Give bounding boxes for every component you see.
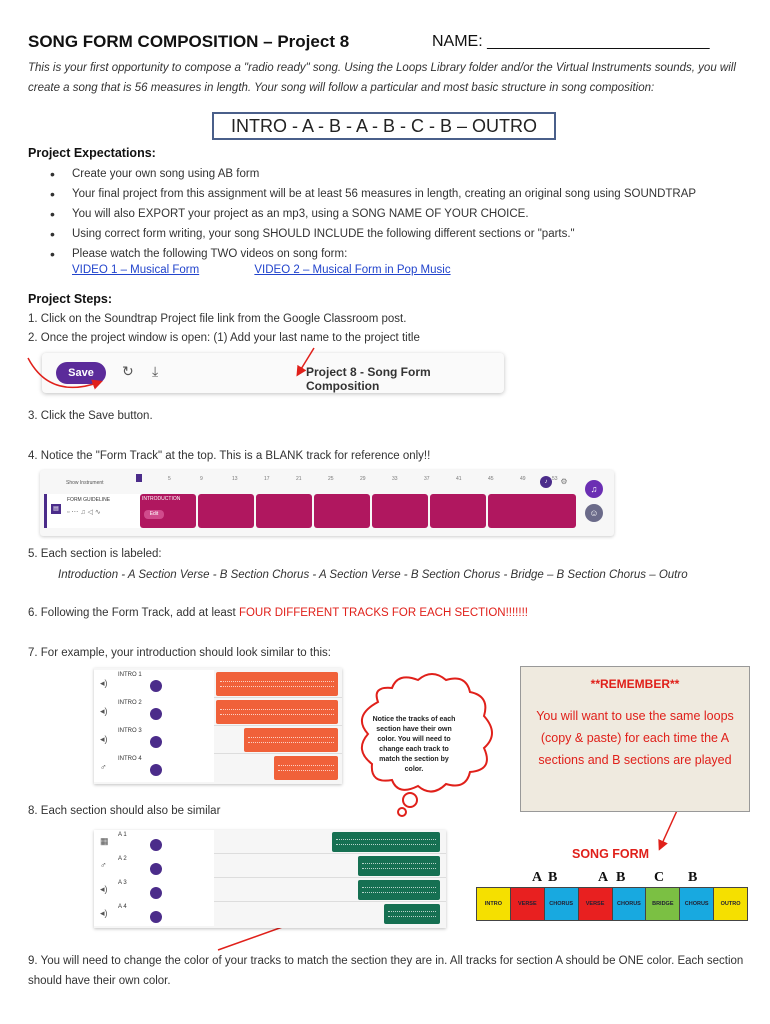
- song-form-cell: CHORUS: [545, 888, 579, 920]
- volume-knob[interactable]: [150, 863, 162, 875]
- form-letter: B: [548, 870, 558, 885]
- ruler: [136, 476, 576, 490]
- block-label: INTRODUCTION: [142, 496, 181, 502]
- playhead[interactable]: [136, 474, 142, 482]
- remember-heading: **REMEMBER**: [590, 677, 680, 691]
- list-item: • Create your own song using AB form: [50, 164, 750, 184]
- section-block[interactable]: [372, 494, 428, 528]
- track-name: A 4: [118, 904, 127, 910]
- form-letter: B: [688, 870, 698, 885]
- audio-icon: ◂): [100, 734, 108, 744]
- a-clip[interactable]: [358, 856, 440, 876]
- cloud-bubble-1: [403, 793, 417, 807]
- song-form-cell: CHORUS: [613, 888, 647, 920]
- track-name: INTRO 3: [118, 728, 142, 734]
- intro-clip[interactable]: [216, 700, 338, 724]
- track-icon: ▤: [51, 504, 61, 514]
- song-form-bar: [476, 887, 748, 921]
- intro-paragraph: This is your first opportunity to compose a "radio ready" song. Using the Loops Library folder and/or the Virtual Instruments sounds, you will create a song that is 56 measures in length. Your song will follow a particular and most basic structure in song composition:: [28, 62, 736, 94]
- guitar-icon: ♂: [100, 860, 107, 870]
- undo-icon[interactable]: ↻: [122, 363, 134, 379]
- track-row[interactable]: [94, 878, 446, 902]
- section-block[interactable]: [198, 494, 254, 528]
- form-structure-box: INTRO - A - B - A - B - C - B – OUTRO: [212, 112, 556, 140]
- step-9: 9. You will need to change the color of your tracks to match the section they are in. All tracks for section A should be ONE color. Each section should have their own color.: [28, 955, 744, 987]
- guitar-icon: ♂: [100, 762, 107, 772]
- step-5: 5. Each section is labeled:: [28, 548, 162, 560]
- audio-icon: ◂): [100, 884, 108, 894]
- song-form-cell: CHORUS: [680, 888, 714, 920]
- section-block[interactable]: [488, 494, 576, 528]
- section-block[interactable]: [256, 494, 312, 528]
- volume-knob[interactable]: [150, 680, 162, 692]
- cloud-note: Notice the tracks of each section have their own color. You will need to change each track to match the section by color.: [372, 716, 456, 773]
- song-form-cell: VERSE: [511, 888, 545, 920]
- sections-list: Introduction - A Section Verse - B Section Chorus - A Section Verse - B Section Chorus - Bridge – B Section Chorus – Outro: [58, 569, 688, 581]
- steps-heading: Project Steps:: [28, 292, 113, 306]
- ruler-tick: 45: [488, 476, 494, 482]
- track-row[interactable]: [94, 854, 446, 878]
- ruler-tick: 37: [424, 476, 430, 482]
- track-row[interactable]: [94, 670, 342, 698]
- track-name: A 3: [118, 880, 127, 886]
- step-1: 1. Click on the Soundtrap Project file link from the Google Classroom post.: [28, 313, 407, 325]
- list-item: • Your final project from this assignment will be at least 56 measures in length, creating an original song using SOUNDTRAP: [50, 184, 750, 204]
- ruler-tick: 17: [264, 476, 270, 482]
- form-guideline-track[interactable]: [44, 494, 140, 528]
- ruler-tick: 5: [168, 476, 171, 482]
- add-track-icon[interactable]: ♫: [585, 480, 603, 498]
- settings-icon[interactable]: ⚙: [560, 477, 568, 486]
- list-item: • You will also EXPORT your project as an mp3, using a SONG NAME OF YOUR CHOICE.: [50, 204, 750, 224]
- song-form-cell: BRIDGE: [646, 888, 680, 920]
- a-clip[interactable]: [332, 832, 440, 852]
- step-6: [28, 607, 528, 619]
- volume-knob[interactable]: [150, 764, 162, 776]
- track-row[interactable]: [94, 902, 446, 926]
- track-name: A 1: [118, 832, 127, 838]
- list-item: • Please watch the following TWO videos on song form:: [50, 244, 750, 264]
- track-controls-icon[interactable]: ▫ ⋯ ♫ ◁ ∿: [67, 509, 101, 516]
- step-3: 3. Click the Save button.: [28, 410, 153, 422]
- song-form-cell: VERSE: [579, 888, 613, 920]
- ruler-tick: 33: [392, 476, 398, 482]
- ruler-tick: 49: [520, 476, 526, 482]
- step-2: 2. Once the project window is open: (1) Add your last name to the project title: [28, 332, 420, 344]
- show-instrument-toggle[interactable]: Show Instrument: [66, 480, 104, 486]
- section-block[interactable]: [430, 494, 486, 528]
- step-8: 8. Each section should also be similar: [28, 805, 221, 817]
- edit-button[interactable]: Edit: [144, 510, 164, 519]
- volume-knob[interactable]: [150, 839, 162, 851]
- name-field[interactable]: NAME: _________________________: [432, 33, 710, 50]
- intro-clip[interactable]: [244, 728, 338, 752]
- track-row[interactable]: [94, 754, 342, 782]
- a-clip[interactable]: [384, 904, 440, 924]
- project-title[interactable]: Project 8 - Song Form Composition: [306, 365, 431, 393]
- save-button[interactable]: Save: [56, 362, 106, 384]
- ruler-tick: 21: [296, 476, 302, 482]
- ruler-tick: 29: [360, 476, 366, 482]
- track-name: INTRO 2: [118, 700, 142, 706]
- remember-body: You will want to use the same loops (copy & paste) for each time the A sections and B sections are played: [536, 709, 734, 767]
- intro-clip[interactable]: [274, 756, 338, 780]
- intro-tracks-screenshot: [94, 668, 342, 784]
- ruler-tick: 13: [232, 476, 238, 482]
- form-track-screenshot: [40, 470, 614, 536]
- song-form-heading: SONG FORM: [572, 847, 650, 861]
- volume-knob[interactable]: [150, 736, 162, 748]
- step-4: 4. Notice the "Form Track" at the top. This is a BLANK track for reference only!!: [28, 450, 431, 462]
- track-row[interactable]: [94, 830, 446, 854]
- step-6-emphasis: FOUR DIFFERENT TRACKS FOR EACH SECTION!!!!!!!: [238, 607, 528, 619]
- track-name: INTRO 1: [118, 672, 142, 678]
- track-row[interactable]: [94, 726, 342, 754]
- collab-icon[interactable]: ☺: [585, 504, 603, 522]
- ruler-tick: 25: [328, 476, 334, 482]
- audio-icon: ◂): [100, 678, 108, 688]
- save-arrow: [28, 358, 100, 387]
- audio-icon: ◂): [100, 908, 108, 918]
- title-arrow: [298, 348, 314, 374]
- track-row[interactable]: [94, 698, 342, 726]
- volume-knob[interactable]: [150, 887, 162, 899]
- ruler-tick: 41: [456, 476, 462, 482]
- song-form-cell: INTRO: [477, 888, 511, 920]
- remember-box: [520, 666, 750, 812]
- video-1-link[interactable]: VIDEO 1 – Musical Form: [72, 264, 200, 276]
- volume-knob[interactable]: [150, 911, 162, 923]
- track-name: INTRO 4: [118, 756, 142, 762]
- a-tracks-screenshot: [94, 830, 446, 928]
- download-icon[interactable]: ⤓: [152, 363, 159, 379]
- video-2-link[interactable]: VIDEO 2 – Musical Form in Pop Music: [254, 264, 451, 276]
- metronome-icon[interactable]: ♪: [540, 476, 552, 488]
- track-name: A 2: [118, 856, 127, 862]
- form-letter: B: [616, 870, 626, 885]
- expectations-heading: Project Expectations:: [28, 146, 156, 160]
- ruler-tick: 9: [200, 476, 203, 482]
- form-letter: A: [598, 870, 609, 885]
- drum-icon: ▦: [100, 836, 109, 846]
- step-7: 7. For example, your introduction should look similar to this:: [28, 647, 331, 659]
- section-block[interactable]: [314, 494, 370, 528]
- page-title: SONG FORM COMPOSITION – Project 8: [28, 32, 350, 51]
- ruler-tick: 53: [552, 476, 558, 482]
- cloud-bubble-2: [398, 808, 406, 816]
- list-item: • Using correct form writing, your song SHOULD INCLUDE the following different sections or "parts.": [50, 224, 750, 244]
- step-6-text: 6. Following the Form Track, add at least: [28, 607, 239, 619]
- form-letter: A: [532, 870, 543, 885]
- volume-knob[interactable]: [150, 708, 162, 720]
- introduction-block[interactable]: [140, 494, 196, 528]
- audio-icon: ◂): [100, 706, 108, 716]
- a-clip[interactable]: [358, 880, 440, 900]
- intro-clip[interactable]: [216, 672, 338, 696]
- song-form-cell: OUTRO: [714, 888, 747, 920]
- track-name: FORM GUIDELINE: [67, 497, 111, 503]
- form-letter: C: [654, 870, 665, 885]
